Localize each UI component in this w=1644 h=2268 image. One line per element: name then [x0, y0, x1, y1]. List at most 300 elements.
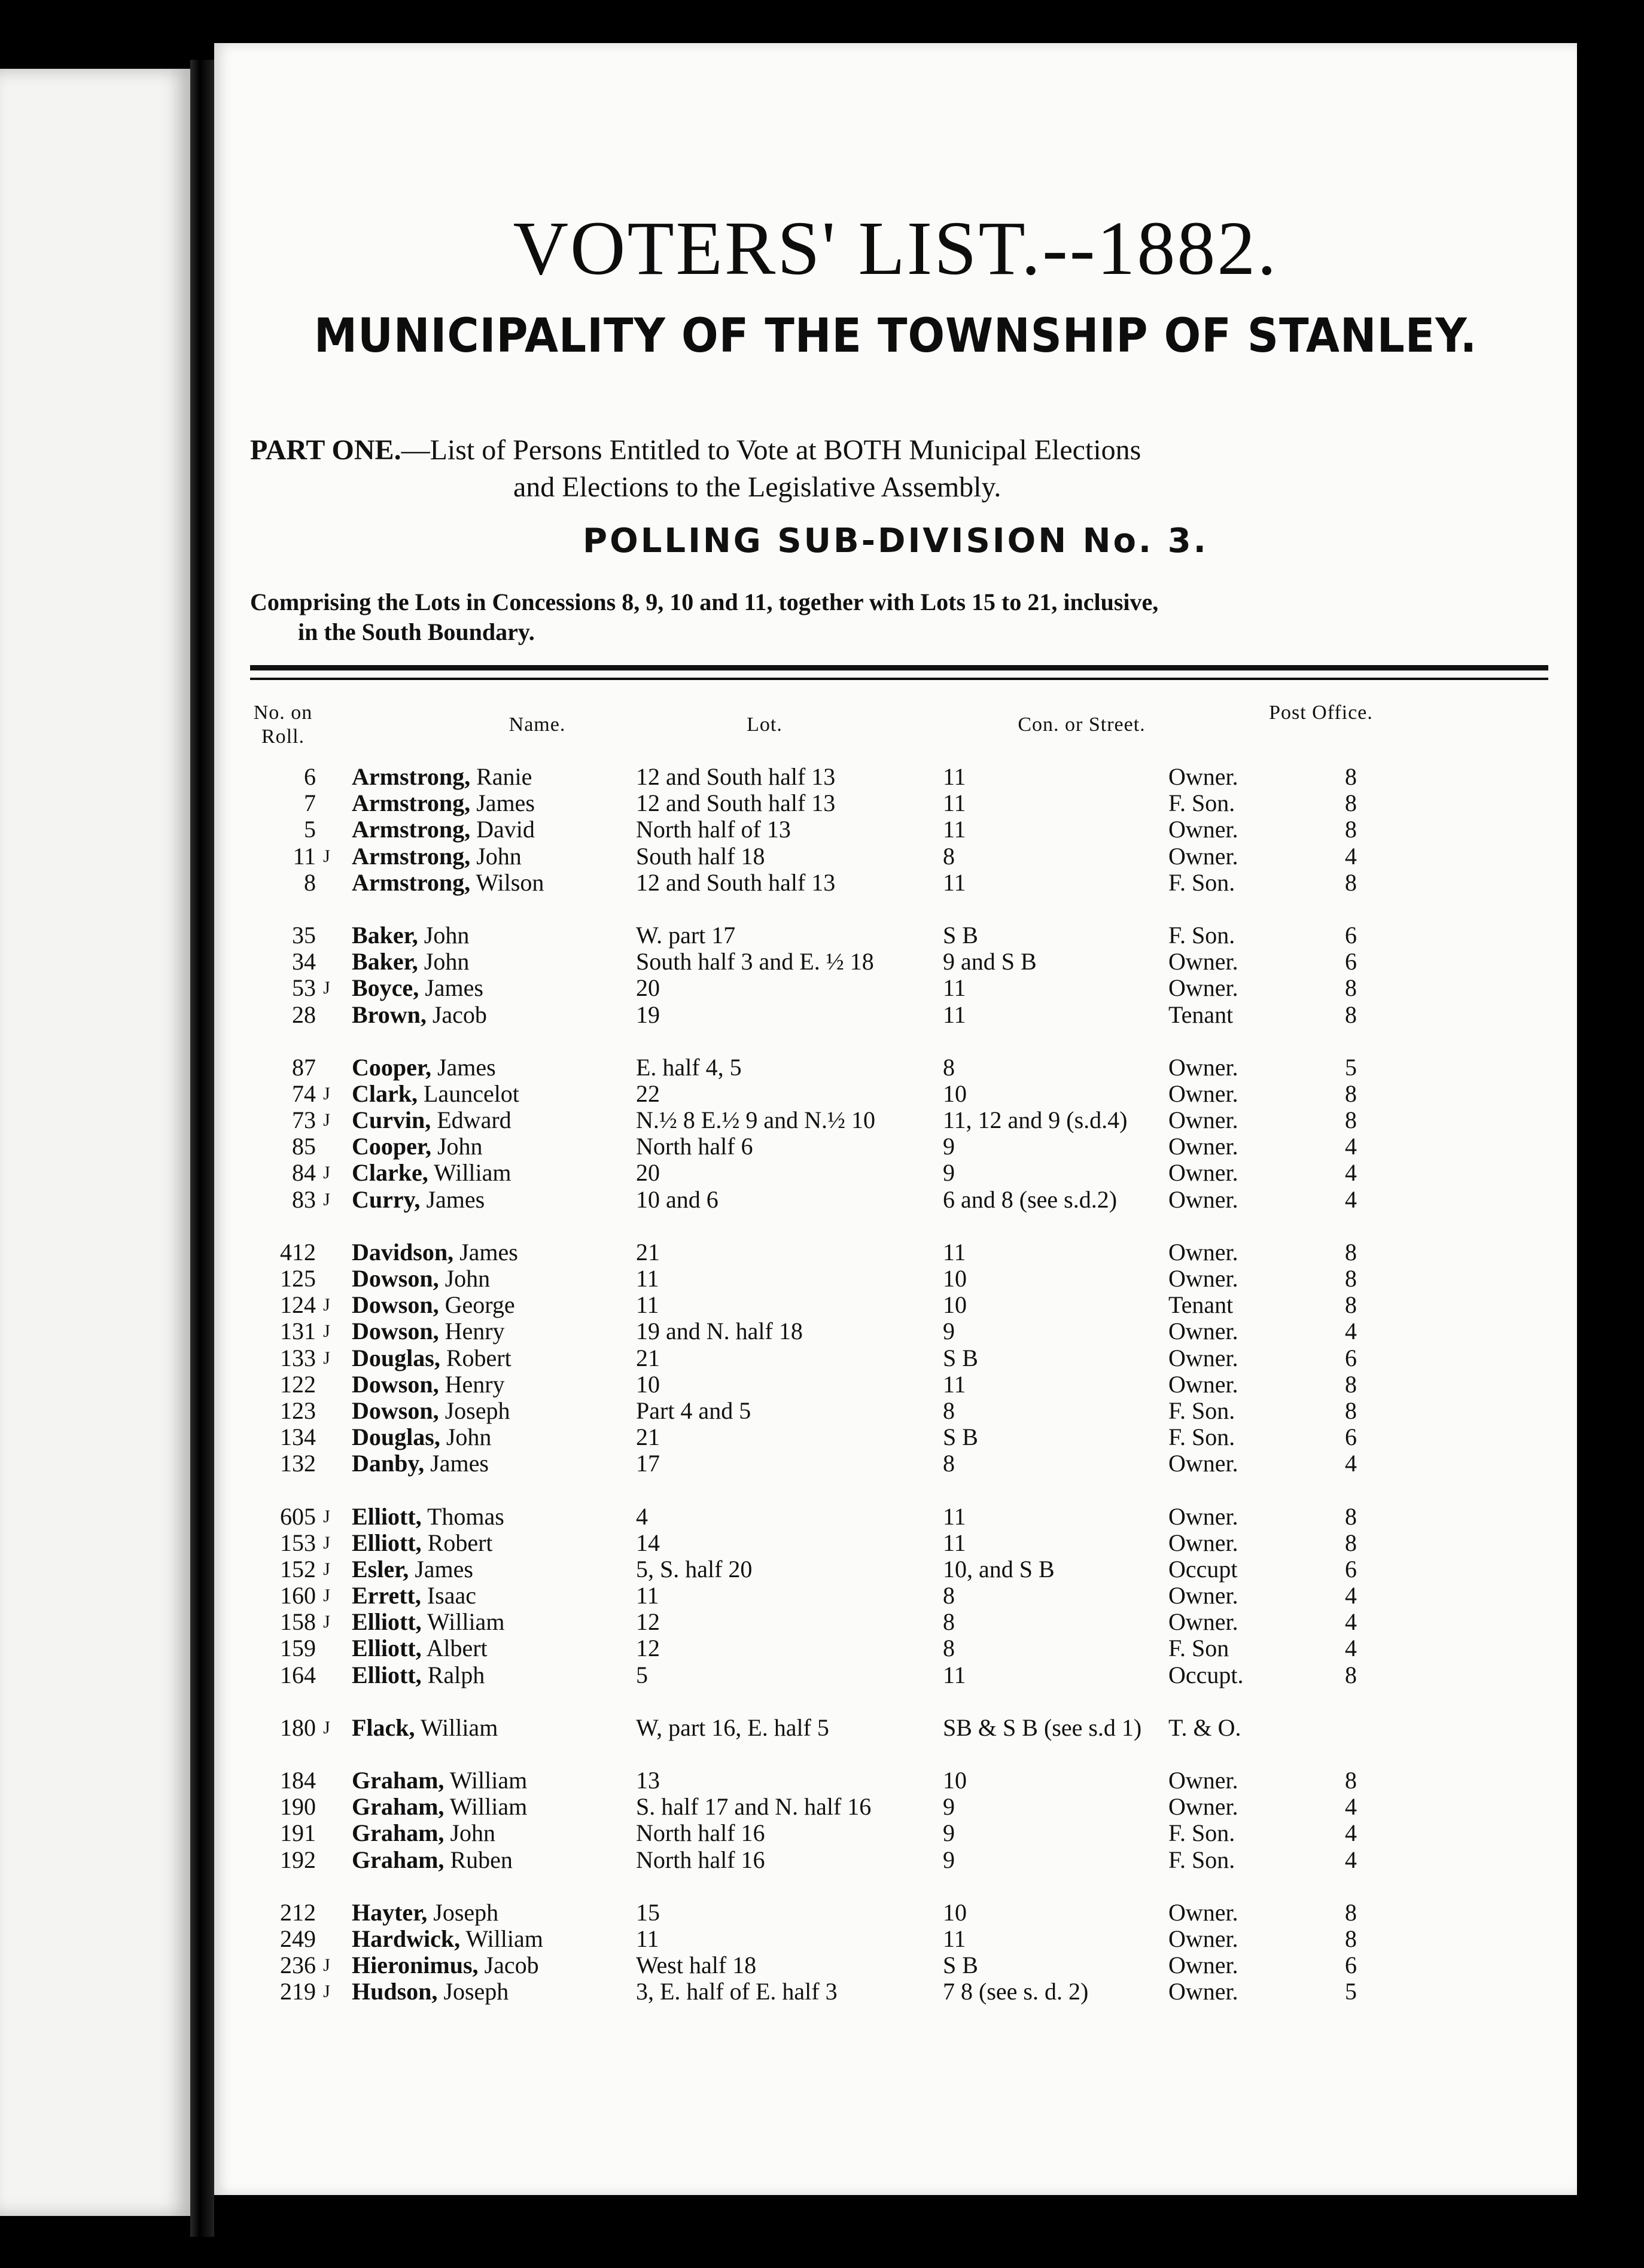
table-row	[214, 764, 1577, 790]
con-cell: S B	[943, 1423, 978, 1451]
surname: Cooper,	[352, 1053, 431, 1081]
surname: Curvin,	[352, 1106, 431, 1134]
con-cell: 8	[943, 1635, 955, 1662]
header-roll: No. on Roll.	[253, 702, 313, 748]
lot-cell: W, part 16, E. half 5	[636, 1714, 829, 1741]
occupation-cell: F. Son.	[1168, 921, 1235, 949]
header-name: Name.	[509, 714, 566, 736]
lot-cell: 12	[636, 1608, 660, 1636]
occupation-cell: Owner.	[1168, 1265, 1238, 1292]
name-cell	[352, 1635, 488, 1662]
con-cell: 11	[943, 763, 966, 790]
occupation-cell: Owner.	[1168, 1608, 1238, 1636]
con-cell: 9	[943, 1846, 955, 1873]
surname: Graham,	[352, 1819, 445, 1847]
surname: Clarke,	[352, 1159, 428, 1187]
surname: Errett,	[352, 1582, 421, 1609]
given-name: Henry	[445, 1318, 505, 1345]
table-row	[214, 1794, 1577, 1820]
post-office-cell: 8	[1345, 1001, 1357, 1028]
post-office-cell: 6	[1345, 948, 1357, 976]
name-cell	[352, 1556, 473, 1583]
table-row	[214, 1662, 1577, 1688]
name-cell	[352, 1662, 485, 1688]
name-cell	[352, 1398, 510, 1424]
given-name: William	[427, 1608, 505, 1636]
con-cell: S B	[943, 1952, 978, 1979]
name-cell	[352, 1345, 512, 1371]
lot-cell: N.½ 8 E.½ 9 and N.½ 10	[636, 1106, 875, 1134]
post-office-cell: 4	[1345, 1159, 1357, 1187]
occupation-cell: F. Son.	[1168, 1397, 1235, 1424]
occupation-cell: F. Son	[1168, 1635, 1229, 1662]
given-name: Edward	[437, 1106, 512, 1134]
roll-number: 5	[304, 816, 316, 843]
header-lot: Lot.	[747, 714, 783, 736]
occupation-cell: Owner.	[1168, 1529, 1238, 1556]
surname: Dowson,	[352, 1370, 439, 1398]
given-name: Jacob	[484, 1952, 539, 1979]
given-name: James	[437, 1053, 496, 1081]
roll-number: 35	[292, 921, 316, 949]
con-cell: 7 8 (see s. d. 2)	[943, 1978, 1089, 2005]
juror-mark: J	[323, 846, 330, 866]
lot-cell: 10	[636, 1370, 660, 1398]
con-cell: 11	[943, 974, 966, 1002]
post-office-cell: 4	[1345, 1819, 1357, 1847]
table-row	[214, 975, 1577, 1001]
roll-number: 124	[280, 1291, 316, 1319]
con-cell: 9	[943, 1159, 955, 1187]
given-name: John	[446, 1423, 492, 1451]
occupation-cell: Owner.	[1168, 1925, 1238, 1952]
juror-mark: J	[323, 1189, 330, 1209]
post-office-cell: 8	[1345, 763, 1357, 790]
post-office-cell: 4	[1345, 1185, 1357, 1213]
con-cell: 11	[943, 816, 966, 843]
con-cell: 11	[943, 1661, 966, 1688]
table-row	[214, 1371, 1577, 1398]
group-spacer	[214, 896, 1577, 922]
surname: Hudson,	[352, 1978, 438, 2005]
surname: Douglas,	[352, 1344, 440, 1371]
occupation-cell: Owner.	[1168, 1952, 1238, 1979]
table-row	[214, 1292, 1577, 1318]
roll-number: 249	[280, 1925, 316, 1952]
given-name: Robert	[446, 1344, 512, 1371]
con-cell: 11	[943, 1238, 966, 1266]
given-name: Henry	[445, 1370, 505, 1398]
post-office-cell: 8	[1345, 868, 1357, 896]
table-row	[214, 1635, 1577, 1662]
lot-cell: West half 18	[636, 1952, 757, 1979]
con-cell: SB & S B (see s.d 1)	[943, 1714, 1142, 1741]
table-row	[214, 1450, 1577, 1477]
roll-number: 133	[280, 1344, 316, 1371]
book-gutter	[190, 60, 214, 2237]
con-cell: S B	[943, 1344, 978, 1371]
roll-number: 7	[304, 789, 316, 817]
post-office-cell: 6	[1345, 1952, 1357, 1979]
table-row	[214, 1318, 1577, 1345]
con-cell: 8	[943, 1397, 955, 1424]
name-cell	[352, 1847, 513, 1873]
surname: Baker,	[352, 948, 418, 976]
roll-number: 605	[280, 1502, 316, 1530]
con-cell: S B	[943, 921, 978, 949]
roll-number: 123	[280, 1397, 316, 1424]
given-name: Joseph	[433, 1898, 499, 1926]
name-cell	[352, 1926, 543, 1952]
juror-mark: J	[323, 978, 330, 998]
table-row	[214, 1900, 1577, 1926]
surname: Dowson,	[352, 1318, 439, 1345]
roll-number: 34	[292, 948, 316, 976]
con-cell: 10	[943, 1898, 967, 1926]
lot-cell: 22	[636, 1080, 660, 1107]
roll-number: 132	[280, 1450, 316, 1477]
name-cell	[352, 1107, 512, 1133]
roll-number: 11	[293, 842, 316, 870]
surname: Flack,	[352, 1714, 415, 1741]
lot-cell: 19	[636, 1001, 660, 1028]
given-name: William	[420, 1714, 498, 1741]
name-cell	[352, 1530, 493, 1556]
post-office-cell: 8	[1345, 789, 1357, 817]
roll-number: 83	[292, 1185, 316, 1213]
roll-number: 236	[280, 1952, 316, 1979]
given-name: John	[424, 921, 470, 949]
given-name: Jacob	[432, 1001, 487, 1028]
roll-number: 134	[280, 1423, 316, 1451]
surname: Danby,	[352, 1450, 425, 1477]
post-office-cell: 8	[1345, 974, 1357, 1002]
post-office-cell: 8	[1345, 1767, 1357, 1794]
post-office-cell: 5	[1345, 1978, 1357, 2005]
table-row	[214, 1187, 1577, 1213]
part-label: PART ONE.	[250, 434, 401, 466]
post-office-cell: 8	[1345, 1502, 1357, 1530]
lot-cell: 3, E. half of E. half 3	[636, 1978, 838, 2005]
given-name: Joseph	[443, 1978, 509, 2005]
occupation-cell: Owner.	[1168, 1185, 1238, 1213]
lot-cell: 11	[636, 1291, 659, 1319]
surname: Armstrong,	[352, 763, 471, 790]
table-row	[214, 1583, 1577, 1609]
surname: Curry,	[352, 1185, 421, 1213]
con-cell: 10	[943, 1291, 967, 1319]
surname: Brown,	[352, 1001, 427, 1028]
surname: Clark,	[352, 1080, 418, 1107]
table-row	[214, 1266, 1577, 1292]
surname: Armstrong,	[352, 868, 471, 896]
con-cell: 11	[943, 1529, 966, 1556]
lot-cell: 21	[636, 1423, 660, 1451]
roll-number: 74	[292, 1080, 316, 1107]
lot-cell: 12	[636, 1635, 660, 1662]
roll-number: 6	[304, 763, 316, 790]
lot-cell: 13	[636, 1767, 660, 1794]
lot-cell: E. half 4, 5	[636, 1053, 742, 1081]
given-name: James	[459, 1238, 518, 1266]
name-cell	[352, 1583, 476, 1609]
lot-cell: 21	[636, 1238, 660, 1266]
name-cell	[352, 790, 535, 816]
table-row	[214, 1133, 1577, 1160]
surname: Dowson,	[352, 1265, 439, 1292]
juror-mark: J	[323, 1163, 330, 1183]
table-row	[214, 1081, 1577, 1107]
name-cell	[352, 1239, 518, 1266]
given-name: Joseph	[445, 1397, 510, 1424]
table-row	[214, 1556, 1577, 1583]
name-cell	[352, 1504, 504, 1530]
con-cell: 9 and S B	[943, 948, 1037, 976]
page-subtitle: MUNICIPALITY OF THE TOWNSHIP OF STANLEY.	[313, 309, 1478, 363]
post-office-cell: 4	[1345, 842, 1357, 870]
table-row	[214, 949, 1577, 975]
juror-mark: J	[323, 1586, 330, 1606]
given-name: Ralph	[427, 1661, 485, 1688]
lot-cell: S. half 17 and N. half 16	[636, 1793, 872, 1821]
post-office-cell: 8	[1345, 1080, 1357, 1107]
table-row	[214, 816, 1577, 843]
post-office-cell: 4	[1345, 1582, 1357, 1609]
roll-number: 184	[280, 1767, 316, 1794]
lot-cell: 11	[636, 1925, 659, 1952]
given-name: Robert	[427, 1529, 493, 1556]
juror-mark: J	[323, 1295, 330, 1315]
lot-cell: 20	[636, 974, 660, 1002]
name-cell	[352, 1424, 491, 1450]
table-row	[214, 1160, 1577, 1186]
occupation-cell: Owner.	[1168, 1053, 1238, 1081]
con-cell: 9	[943, 1793, 955, 1821]
given-name: David	[476, 816, 535, 843]
given-name: Wilson	[476, 868, 544, 896]
post-office-cell: 8	[1345, 1265, 1357, 1292]
given-name: William	[434, 1159, 512, 1187]
name-cell	[352, 1715, 498, 1741]
surname: Elliott,	[352, 1502, 422, 1530]
roll-number: 192	[280, 1846, 316, 1873]
roll-number: 153	[280, 1529, 316, 1556]
occupation-cell: Owner.	[1168, 1582, 1238, 1609]
lot-cell: 4	[636, 1502, 648, 1530]
occupation-cell: Occupt.	[1168, 1661, 1244, 1688]
roll-number: 180	[280, 1714, 316, 1741]
post-office-cell: 6	[1345, 1555, 1357, 1583]
lot-cell: 12 and South half 13	[636, 868, 836, 896]
post-office-cell: 4	[1345, 1450, 1357, 1477]
occupation-cell: Owner.	[1168, 1106, 1238, 1134]
part-text-1: —List of Persons Entitled to Vote at BOTH Municipal Elections	[401, 434, 1141, 466]
voters-list-page	[214, 43, 1577, 2195]
lot-cell: North half of 13	[636, 816, 791, 843]
name-cell	[352, 1160, 512, 1186]
post-office-cell: 8	[1345, 1106, 1357, 1134]
occupation-cell: Occupt	[1168, 1555, 1238, 1583]
juror-mark: J	[323, 1717, 330, 1737]
table-row	[214, 1767, 1577, 1794]
juror-mark: J	[323, 1532, 330, 1553]
group-spacer	[214, 1741, 1577, 1767]
roll-number: 191	[280, 1819, 316, 1847]
name-cell	[352, 1081, 519, 1107]
name-cell	[352, 1609, 504, 1635]
name-cell	[352, 1794, 527, 1820]
post-office-cell: 8	[1345, 1925, 1357, 1952]
juror-mark: J	[323, 1083, 330, 1103]
surname: Armstrong,	[352, 842, 471, 870]
occupation-cell: Owner.	[1168, 948, 1238, 976]
occupation-cell: Tenant	[1168, 1001, 1234, 1028]
lot-cell: 17	[636, 1450, 660, 1477]
surname: Armstrong,	[352, 816, 471, 843]
given-name: John	[476, 842, 522, 870]
post-office-cell: 8	[1345, 1661, 1357, 1688]
roll-number: 73	[292, 1106, 316, 1134]
table-row	[214, 790, 1577, 816]
roll-number: 53	[292, 974, 316, 1002]
lot-cell: 10 and 6	[636, 1185, 719, 1213]
occupation-cell: T. & O.	[1168, 1714, 1241, 1741]
post-office-cell: 4	[1345, 1133, 1357, 1160]
name-cell	[352, 1979, 509, 2005]
post-office-cell: 4	[1345, 1635, 1357, 1662]
group-spacer	[214, 1688, 1577, 1715]
given-name: James	[426, 1185, 485, 1213]
given-name: Isaac	[427, 1582, 477, 1609]
occupation-cell: F. Son.	[1168, 1423, 1235, 1451]
group-spacer	[214, 1213, 1577, 1239]
roll-number: 190	[280, 1793, 316, 1821]
roll-number: 87	[292, 1053, 316, 1081]
name-cell	[352, 1266, 490, 1292]
surname: Dowson,	[352, 1397, 439, 1424]
occupation-cell: Owner.	[1168, 1238, 1238, 1266]
con-cell: 8	[943, 842, 955, 870]
lot-cell: 15	[636, 1898, 660, 1926]
con-cell: 10	[943, 1767, 967, 1794]
con-cell: 11	[943, 1370, 966, 1398]
lot-cell: 21	[636, 1344, 660, 1371]
lot-cell: 5	[636, 1661, 648, 1688]
surname: Hieronimus,	[352, 1952, 479, 1979]
given-name: John	[450, 1819, 496, 1847]
given-name: William	[449, 1793, 528, 1821]
name-cell	[352, 816, 535, 843]
roll-number: 164	[280, 1661, 316, 1688]
occupation-cell: Owner.	[1168, 816, 1238, 843]
lot-cell: South half 18	[636, 842, 765, 870]
lot-cell: Part 4 and 5	[636, 1397, 751, 1424]
name-cell	[352, 1450, 489, 1477]
name-cell	[352, 1371, 505, 1398]
name-cell	[352, 870, 544, 896]
occupation-cell: Owner.	[1168, 1133, 1238, 1160]
con-cell: 8	[943, 1450, 955, 1477]
lot-cell: 19 and N. half 18	[636, 1318, 803, 1345]
given-name: Albert	[426, 1635, 488, 1662]
occupation-cell: Owner.	[1168, 974, 1238, 1002]
roll-number: 131	[280, 1318, 316, 1345]
con-cell: 11	[943, 1925, 966, 1952]
occupation-cell: Owner.	[1168, 1793, 1238, 1821]
lot-cell: 11	[636, 1265, 659, 1292]
post-office-cell: 6	[1345, 1423, 1357, 1451]
roll-number: 158	[280, 1608, 316, 1636]
con-cell: 10	[943, 1080, 967, 1107]
juror-mark: J	[323, 1982, 330, 2002]
given-name: Ranie	[476, 763, 532, 790]
surname: Armstrong,	[352, 789, 471, 817]
comprising-text	[250, 587, 1572, 647]
surname: Hardwick,	[352, 1925, 461, 1952]
given-name: James	[415, 1555, 473, 1583]
table-row	[214, 1002, 1577, 1028]
juror-mark: J	[323, 1110, 330, 1130]
surname: Elliott,	[352, 1529, 422, 1556]
juror-mark: J	[323, 1955, 330, 1976]
table-row	[214, 1239, 1577, 1266]
occupation-cell: Owner.	[1168, 763, 1238, 790]
surname: Dowson,	[352, 1291, 439, 1319]
header-post: Post Office.	[1269, 702, 1373, 724]
given-name: John	[445, 1265, 491, 1292]
roll-number: 159	[280, 1635, 316, 1662]
name-cell	[352, 1767, 527, 1794]
occupation-cell: Owner.	[1168, 1370, 1238, 1398]
post-office-cell: 4	[1345, 1846, 1357, 1873]
occupation-cell: Owner.	[1168, 1898, 1238, 1926]
post-office-cell: 4	[1345, 1608, 1357, 1636]
roll-number: 412	[280, 1238, 316, 1266]
table-row	[214, 1504, 1577, 1530]
comprising-line-2: in the South Boundary.	[298, 618, 535, 645]
page-title: VOTERS' LIST.--1882.	[513, 206, 1278, 291]
con-cell: 9	[943, 1318, 955, 1345]
table-row	[214, 1398, 1577, 1424]
con-cell: 11	[943, 868, 966, 896]
given-name: James	[476, 789, 535, 817]
roll-number: 8	[304, 868, 316, 896]
juror-mark: J	[323, 1321, 330, 1342]
table-row	[214, 1530, 1577, 1556]
con-cell: 10, and S B	[943, 1555, 1055, 1583]
post-office-cell: 8	[1345, 1397, 1357, 1424]
given-name: George	[445, 1291, 515, 1319]
table-row	[214, 1715, 1577, 1741]
post-office-cell: 8	[1345, 1291, 1357, 1319]
occupation-cell: Tenant	[1168, 1291, 1234, 1319]
comprising-line-1: Comprising the Lots in Concessions 8, 9, 10 and 11, together with Lots 15 to 21, inclusive,	[250, 589, 1159, 615]
con-cell: 11	[943, 789, 966, 817]
roll-number: 152	[280, 1555, 316, 1583]
occupation-cell: F. Son.	[1168, 789, 1235, 817]
lot-cell: 12 and South half 13	[636, 763, 836, 790]
juror-mark: J	[323, 1348, 330, 1368]
surname: Elliott,	[352, 1661, 422, 1688]
given-name: Thomas	[427, 1502, 504, 1530]
table-row	[214, 1424, 1577, 1450]
con-cell: 8	[943, 1608, 955, 1636]
surname: Graham,	[352, 1846, 445, 1873]
given-name: William	[465, 1925, 543, 1952]
group-spacer	[214, 1873, 1577, 1900]
occupation-cell: Owner.	[1168, 1450, 1238, 1477]
name-cell	[352, 949, 469, 975]
